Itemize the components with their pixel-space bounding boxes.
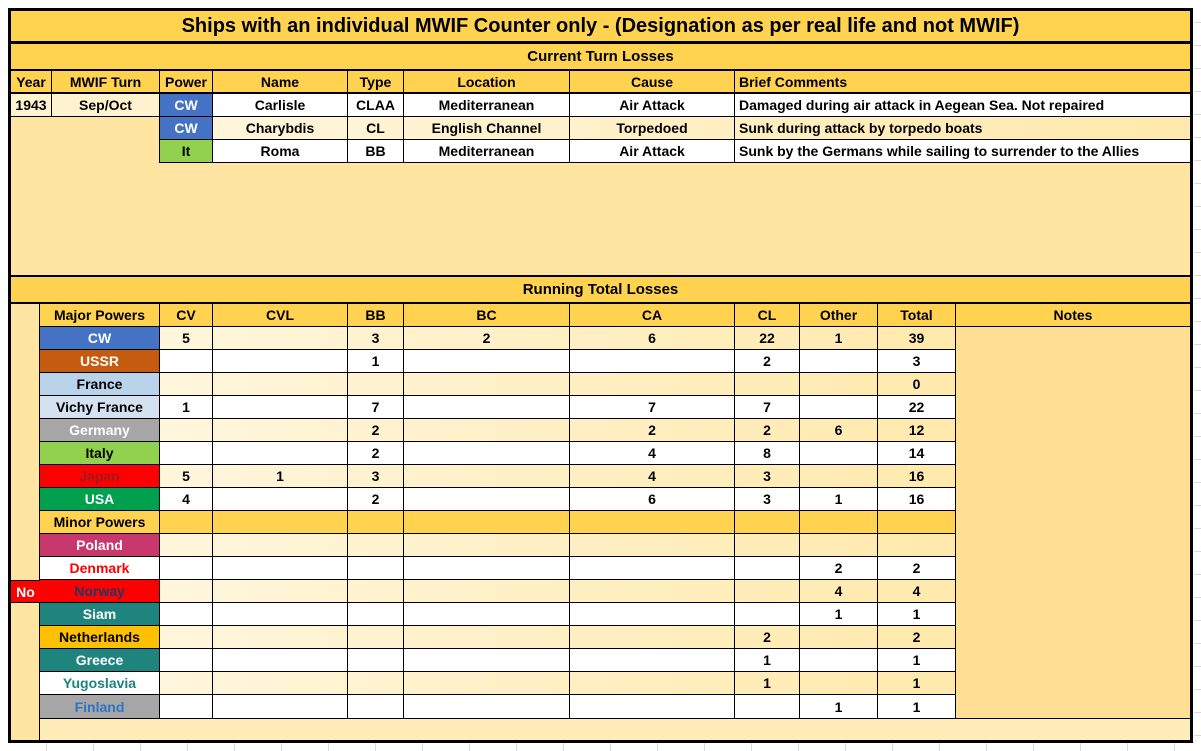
total-value-cell[interactable]: 16 [878, 465, 956, 488]
running-total-row [40, 534, 956, 557]
running-total-row [40, 557, 956, 580]
other-value-cell[interactable] [800, 396, 878, 419]
cvl-value-cell[interactable]: 1 [213, 465, 348, 488]
ca-value-cell[interactable] [570, 603, 735, 626]
bc-value-cell[interactable] [404, 603, 570, 626]
total-value-cell[interactable]: 16 [878, 488, 956, 511]
power-label-cell[interactable]: France [40, 373, 160, 396]
cl-value-cell[interactable]: 22 [735, 327, 800, 350]
ship-name-cell[interactable]: Roma [213, 140, 348, 163]
total-value-cell[interactable]: 1 [878, 649, 956, 672]
bc-value-cell[interactable] [404, 396, 570, 419]
bc-value-cell[interactable] [404, 465, 570, 488]
power-cell[interactable]: It [160, 140, 213, 163]
cl-value-cell[interactable] [735, 603, 800, 626]
cv-value-cell[interactable]: 5 [160, 465, 213, 488]
current-turn-rows [11, 94, 1190, 163]
running-total-section [11, 304, 1190, 740]
brief-comments-header-cell[interactable]: Brief Comments [739, 73, 848, 90]
cvl-value-cell[interactable] [213, 695, 348, 718]
bc-value-cell[interactable] [404, 419, 570, 442]
power-label-cell[interactable]: Finland [40, 695, 160, 718]
running-total-grid [40, 327, 956, 718]
bb-value-cell[interactable] [348, 511, 404, 534]
other-value-cell[interactable] [800, 350, 878, 373]
cvl-value-cell[interactable] [213, 419, 348, 442]
ca-value-cell[interactable] [570, 511, 735, 534]
current-turn-row [11, 140, 1190, 163]
total-value-cell[interactable]: 1 [878, 603, 956, 626]
running-total-row [40, 396, 956, 419]
year-cell[interactable]: 1943 [11, 94, 52, 117]
cv-value-cell[interactable] [160, 373, 213, 396]
cvl-value-cell[interactable] [213, 534, 348, 557]
mwif-turn-cell[interactable]: Sep/Oct [52, 94, 160, 117]
cl-value-cell[interactable] [735, 557, 800, 580]
cv-header-cell[interactable]: CV [160, 304, 213, 326]
bc-value-cell[interactable] [404, 511, 570, 534]
other-value-cell[interactable] [800, 649, 878, 672]
bc-value-cell[interactable] [404, 672, 570, 695]
power-label-cell[interactable]: Denmark [40, 557, 160, 580]
current-turn-section-header[interactable]: Current Turn Losses [11, 44, 1190, 71]
bb-value-cell[interactable]: 3 [348, 465, 404, 488]
running-total-row [40, 350, 956, 373]
total-value-cell[interactable]: 1 [878, 695, 956, 718]
cv-value-cell[interactable] [160, 649, 213, 672]
total-value-cell[interactable] [878, 511, 956, 534]
cl-value-cell[interactable]: 3 [735, 488, 800, 511]
ca-value-cell[interactable]: 4 [570, 442, 735, 465]
name-header-cell[interactable]: Name [213, 71, 348, 92]
bb-value-cell[interactable] [348, 580, 404, 603]
total-value-cell[interactable]: 4 [878, 580, 956, 603]
ca-header-cell[interactable]: CA [570, 304, 735, 326]
cv-value-cell[interactable]: 4 [160, 488, 213, 511]
cv-value-cell[interactable] [160, 350, 213, 373]
bb-value-cell[interactable]: 2 [348, 442, 404, 465]
other-value-cell[interactable] [800, 672, 878, 695]
location-header-cell[interactable]: Location [404, 71, 570, 92]
bb-value-cell[interactable]: 1 [348, 350, 404, 373]
mwif-turn-header-cell[interactable]: MWIF Turn [52, 71, 160, 92]
cvl-header-cell[interactable]: CVL [213, 304, 348, 326]
running-total-header-row [40, 304, 1190, 327]
bb-value-cell[interactable] [348, 603, 404, 626]
notes-body-cell[interactable] [956, 327, 1190, 718]
running-total-row [40, 649, 956, 672]
location-cell[interactable]: English Channel [404, 117, 570, 140]
bc-value-cell[interactable] [404, 695, 570, 718]
ca-value-cell[interactable] [570, 695, 735, 718]
current-turn-header-row [11, 71, 1190, 94]
cv-value-cell[interactable]: 5 [160, 327, 213, 350]
cvl-value-cell[interactable] [213, 373, 348, 396]
cause-cell[interactable]: Air Attack [570, 140, 735, 163]
power-label-cell[interactable]: Yugoslavia [40, 672, 160, 695]
cvl-value-cell[interactable] [213, 672, 348, 695]
other-value-cell[interactable] [800, 511, 878, 534]
cv-value-cell[interactable] [160, 672, 213, 695]
ca-value-cell[interactable] [570, 534, 735, 557]
cvl-value-cell[interactable] [213, 327, 348, 350]
bb-value-cell[interactable]: 7 [348, 396, 404, 419]
cl-value-cell[interactable] [735, 373, 800, 396]
sheet-gridlines-bottom [0, 743, 1201, 751]
ca-value-cell[interactable]: 7 [570, 396, 735, 419]
cl-value-cell[interactable]: 7 [735, 396, 800, 419]
cvl-value-cell[interactable] [213, 603, 348, 626]
notes-header-cell[interactable]: Notes [1053, 307, 1093, 323]
running-total-row [40, 672, 956, 695]
bc-value-cell[interactable] [404, 350, 570, 373]
bb-value-cell[interactable] [348, 672, 404, 695]
other-value-cell[interactable]: 4 [800, 580, 878, 603]
running-total-row [40, 465, 956, 488]
running-total-body [40, 327, 1190, 719]
ca-value-cell[interactable] [570, 626, 735, 649]
cvl-value-cell[interactable] [213, 557, 348, 580]
left-margin-column[interactable] [11, 304, 40, 740]
bc-value-cell[interactable] [404, 488, 570, 511]
cv-value-cell[interactable]: 1 [160, 396, 213, 419]
empty-year-turn-area[interactable] [11, 117, 160, 140]
other-value-cell[interactable]: 1 [800, 488, 878, 511]
running-total-row [40, 488, 956, 511]
table-title-cell[interactable]: Ships with an individual MWIF Counter only - (Designation as per real life and not MWIF) [11, 11, 1190, 44]
ca-value-cell[interactable] [570, 373, 735, 396]
norway-flag-cell[interactable]: No [11, 580, 40, 603]
other-value-cell[interactable] [800, 534, 878, 557]
total-value-cell[interactable]: 2 [878, 557, 956, 580]
ship-name-cell[interactable]: Charybdis [213, 117, 348, 140]
ship-type-cell[interactable]: CL [348, 117, 404, 140]
cv-value-cell[interactable] [160, 695, 213, 718]
cvl-value-cell[interactable] [213, 488, 348, 511]
location-cell[interactable]: Mediterranean [404, 140, 570, 163]
cvl-value-cell[interactable] [213, 580, 348, 603]
running-total-section-header[interactable]: Running Total Losses [11, 275, 1190, 304]
ca-value-cell[interactable]: 2 [570, 419, 735, 442]
cvl-value-cell[interactable] [213, 350, 348, 373]
power-label-cell[interactable]: Norway [40, 580, 160, 603]
bb-value-cell[interactable]: 2 [348, 419, 404, 442]
total-value-cell[interactable]: 39 [878, 327, 956, 350]
cause-header-cell[interactable]: Cause [570, 71, 735, 92]
bb-value-cell[interactable] [348, 534, 404, 557]
bc-value-cell[interactable] [404, 534, 570, 557]
location-cell[interactable]: Mediterranean [404, 94, 570, 117]
running-total-row [40, 695, 956, 718]
other-value-cell[interactable]: 1 [800, 603, 878, 626]
running-total-row [40, 442, 956, 465]
cv-value-cell[interactable] [160, 557, 213, 580]
cv-value-cell[interactable] [160, 534, 213, 557]
bc-value-cell[interactable] [404, 557, 570, 580]
power-label-cell[interactable]: Greece [40, 649, 160, 672]
cause-cell[interactable]: Torpedoed [570, 117, 735, 140]
power-label-cell[interactable]: Italy [40, 442, 160, 465]
other-value-cell[interactable]: 1 [800, 327, 878, 350]
total-value-cell[interactable]: 3 [878, 350, 956, 373]
cvl-value-cell[interactable] [213, 511, 348, 534]
cl-value-cell[interactable]: 2 [735, 350, 800, 373]
cv-value-cell[interactable] [160, 442, 213, 465]
total-value-cell[interactable]: 0 [878, 373, 956, 396]
total-header-cell[interactable]: Total [878, 304, 956, 326]
ca-value-cell[interactable] [570, 649, 735, 672]
total-value-cell[interactable] [878, 534, 956, 557]
ship-type-cell[interactable]: BB [348, 140, 404, 163]
cl-value-cell[interactable] [735, 511, 800, 534]
bb-value-cell[interactable]: 3 [348, 327, 404, 350]
running-total-row [40, 580, 956, 603]
brief-comments-cell[interactable]: Damaged during air attack in Aegean Sea. Not repaired [735, 94, 1190, 117]
year-header-cell[interactable]: Year [11, 71, 52, 92]
running-total-row [40, 511, 956, 534]
losses-table [8, 8, 1193, 743]
running-total-table [40, 304, 1190, 740]
cl-value-cell[interactable]: 2 [735, 626, 800, 649]
running-total-row [40, 626, 956, 649]
power-label-cell[interactable]: Japan [40, 465, 160, 488]
empty-bottom-row[interactable] [40, 719, 1190, 740]
total-value-cell[interactable]: 1 [878, 672, 956, 695]
cl-value-cell[interactable]: 8 [735, 442, 800, 465]
power-label-cell[interactable]: USSR [40, 350, 160, 373]
cl-value-cell[interactable] [735, 695, 800, 718]
bb-value-cell[interactable] [348, 695, 404, 718]
cv-value-cell[interactable] [160, 626, 213, 649]
current-turn-row [11, 94, 1190, 117]
bc-value-cell[interactable] [404, 373, 570, 396]
bc-value-cell[interactable] [404, 649, 570, 672]
other-header-cell[interactable]: Other [800, 304, 878, 326]
ca-value-cell[interactable]: 4 [570, 465, 735, 488]
ca-value-cell[interactable]: 6 [570, 488, 735, 511]
cl-value-cell[interactable]: 1 [735, 672, 800, 695]
power-cell[interactable]: CW [160, 117, 213, 140]
other-value-cell[interactable] [800, 373, 878, 396]
bc-header-cell[interactable]: BC [404, 304, 570, 326]
cl-value-cell[interactable]: 2 [735, 419, 800, 442]
bb-header-cell[interactable]: BB [348, 304, 404, 326]
running-total-row [40, 373, 956, 396]
brief-comments-cell[interactable]: Sunk during attack by torpedo boats [735, 117, 1190, 140]
other-value-cell[interactable] [800, 465, 878, 488]
ca-value-cell[interactable] [570, 672, 735, 695]
empty-sheet-area[interactable] [11, 163, 1190, 275]
sheet-gridlines-right [1194, 0, 1201, 751]
total-value-cell[interactable]: 22 [878, 396, 956, 419]
ca-value-cell[interactable] [570, 350, 735, 373]
major-powers-header-cell[interactable]: Major Powers [40, 304, 160, 326]
ship-name-cell[interactable]: Carlisle [213, 94, 348, 117]
bc-value-cell[interactable] [404, 626, 570, 649]
cvl-value-cell[interactable] [213, 396, 348, 419]
bc-value-cell[interactable] [404, 580, 570, 603]
other-value-cell[interactable] [800, 442, 878, 465]
power-label-cell[interactable]: Poland [40, 534, 160, 557]
bb-value-cell[interactable] [348, 626, 404, 649]
cl-header-cell[interactable]: CL [735, 304, 800, 326]
power-label-cell[interactable]: Germany [40, 419, 160, 442]
running-total-row [40, 603, 956, 626]
other-value-cell[interactable]: 2 [800, 557, 878, 580]
cl-value-cell[interactable]: 3 [735, 465, 800, 488]
bb-value-cell[interactable] [348, 373, 404, 396]
cv-value-cell[interactable] [160, 511, 213, 534]
total-value-cell[interactable]: 12 [878, 419, 956, 442]
total-value-cell[interactable]: 14 [878, 442, 956, 465]
empty-year-turn-area[interactable] [11, 140, 160, 163]
brief-comments-cell[interactable]: Sunk by the Germans while sailing to surrender to the Allies [735, 140, 1190, 163]
power-label-cell[interactable]: Netherlands [40, 626, 160, 649]
cause-cell[interactable]: Air Attack [570, 94, 735, 117]
cl-value-cell[interactable] [735, 534, 800, 557]
ship-type-cell[interactable]: CLAA [348, 94, 404, 117]
bb-value-cell[interactable] [348, 649, 404, 672]
power-label-cell[interactable]: Vichy France [40, 396, 160, 419]
bc-value-cell[interactable] [404, 442, 570, 465]
other-value-cell[interactable]: 6 [800, 419, 878, 442]
other-value-cell[interactable]: 1 [800, 695, 878, 718]
cvl-value-cell[interactable] [213, 442, 348, 465]
cvl-value-cell[interactable] [213, 649, 348, 672]
bb-value-cell[interactable]: 2 [348, 488, 404, 511]
bb-value-cell[interactable] [348, 557, 404, 580]
cv-value-cell[interactable] [160, 419, 213, 442]
total-value-cell[interactable]: 2 [878, 626, 956, 649]
cvl-value-cell[interactable] [213, 626, 348, 649]
power-label-cell[interactable]: CW [40, 327, 160, 350]
other-value-cell[interactable] [800, 626, 878, 649]
current-turn-row [11, 117, 1190, 140]
cl-value-cell[interactable]: 1 [735, 649, 800, 672]
ca-value-cell[interactable] [570, 580, 735, 603]
power-label-cell[interactable]: USA [40, 488, 160, 511]
running-total-row [40, 327, 956, 350]
cv-value-cell[interactable] [160, 603, 213, 626]
bc-value-cell[interactable]: 2 [404, 327, 570, 350]
power-label-cell[interactable]: Minor Powers [40, 511, 160, 534]
power-label-cell[interactable]: Siam [40, 603, 160, 626]
ca-value-cell[interactable]: 6 [570, 327, 735, 350]
type-header-cell[interactable]: Type [348, 71, 404, 92]
power-cell[interactable]: CW [160, 94, 213, 117]
ca-value-cell[interactable] [570, 557, 735, 580]
power-header-cell[interactable]: Power [160, 71, 213, 92]
cl-value-cell[interactable] [735, 580, 800, 603]
running-total-row [40, 419, 956, 442]
cv-value-cell[interactable] [160, 580, 213, 603]
